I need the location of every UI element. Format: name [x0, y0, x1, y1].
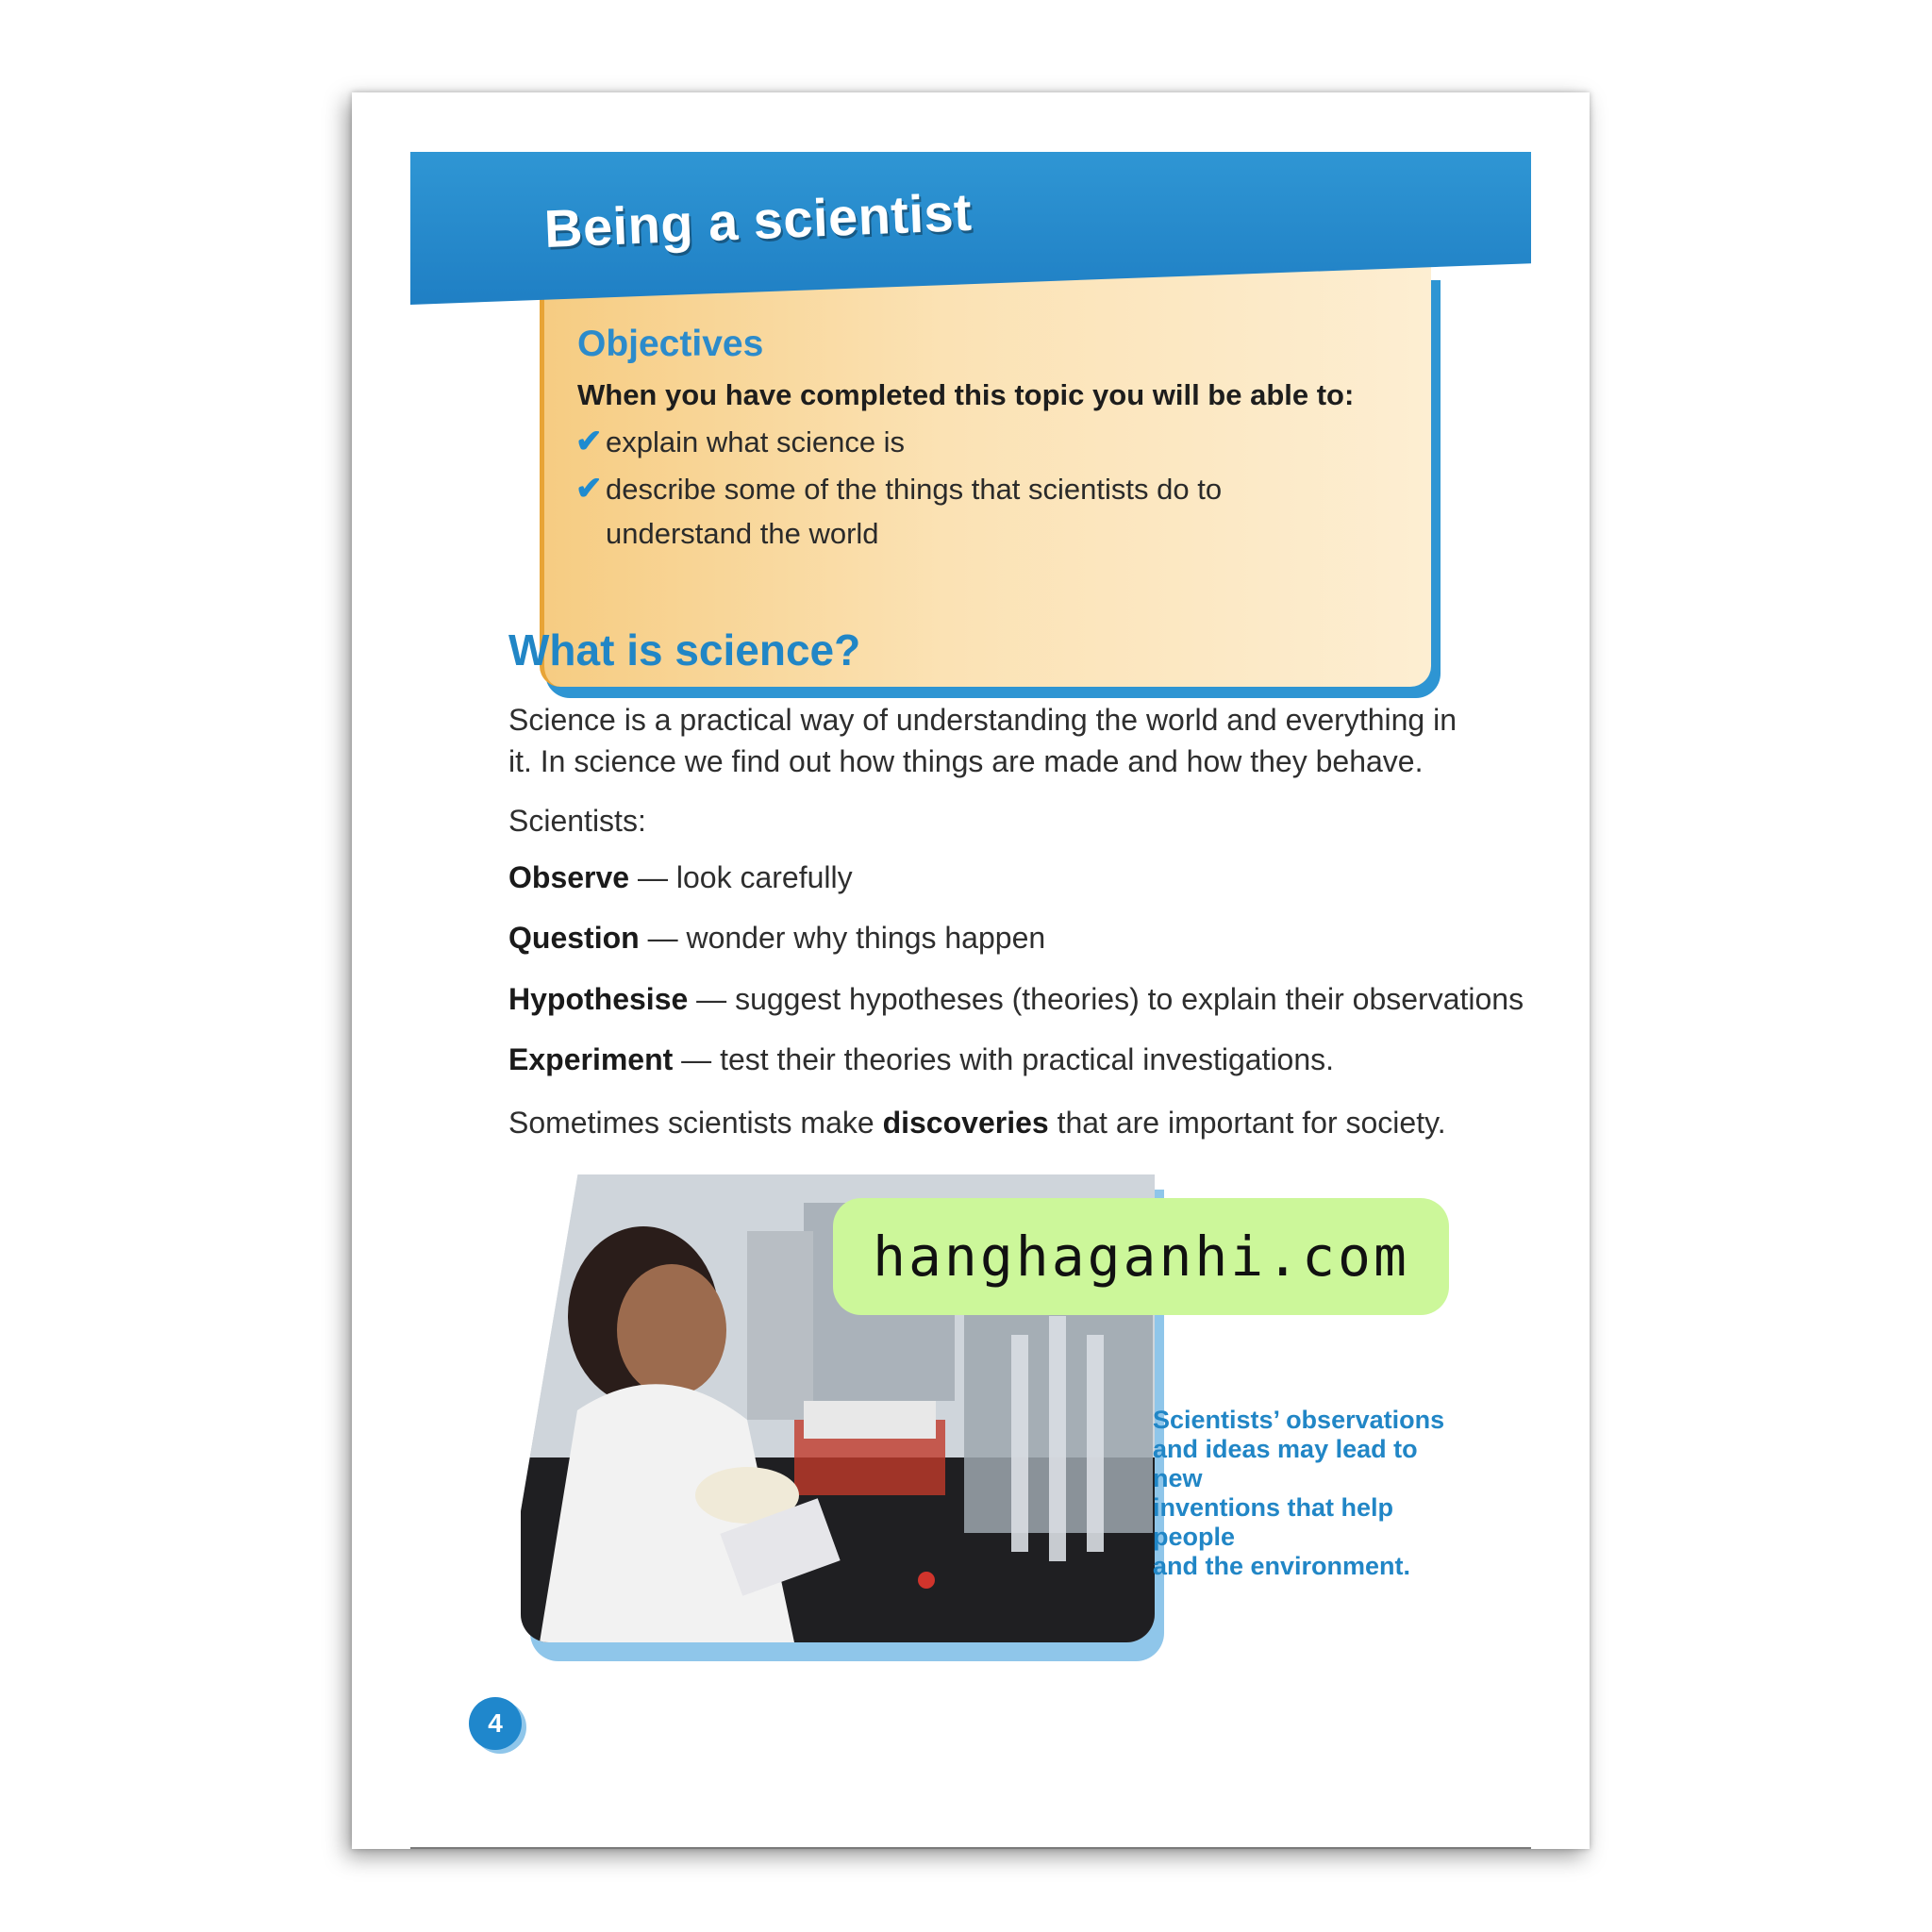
term-observe — [508, 860, 853, 895]
term-name: Hypothesise — [508, 982, 689, 1016]
page-number: 4 — [469, 1697, 522, 1750]
caption-line: Scientists’ observations — [1153, 1406, 1445, 1434]
photo-caption — [1153, 1406, 1464, 1581]
term-experiment — [508, 1042, 1334, 1077]
term-name: Observe — [508, 860, 630, 894]
check-icon: ✔ — [575, 471, 603, 507]
objective-item-text: explain what science is — [606, 425, 906, 458]
term-definition: — wonder why things happen — [639, 921, 1046, 955]
check-icon: ✔ — [575, 424, 603, 459]
closing-sentence: Sometimes scientists make discoveries that are important for society. — [508, 1106, 1446, 1140]
objectives-intro: When you have completed this topic you will be able to: — [577, 378, 1355, 411]
scientists-label: Scientists: — [508, 804, 646, 838]
objective-item — [575, 420, 905, 464]
term-name: Question — [508, 921, 640, 955]
term-definition: — test their theories with practical investigations. — [673, 1042, 1335, 1076]
objectives-heading: Objectives — [577, 324, 764, 364]
objective-item — [575, 467, 1330, 556]
page-title: Being a scientist — [542, 181, 974, 258]
caption-line: inventions that help people — [1153, 1493, 1394, 1551]
term-question — [508, 921, 1045, 956]
term-definition: — suggest hypotheses (theories) to explain their observations — [688, 982, 1524, 1016]
caption-line: and the environment. — [1153, 1552, 1411, 1580]
page-bottom-rule — [410, 1847, 1531, 1849]
discoveries-term: discoveries — [882, 1106, 1049, 1140]
term-hypothesise — [508, 982, 1524, 1017]
watermark-banner: hanghaganhi.com — [833, 1198, 1449, 1315]
term-name: Experiment — [508, 1042, 674, 1076]
section-title: What is science? — [508, 625, 861, 675]
section-intro: Science is a practical way of understanding the world and everything in it. In science we find out how things are made and how they behave. — [508, 703, 1457, 778]
objective-item-text: describe some of the things that scientists do to understand the world — [606, 473, 1223, 550]
term-definition: — look carefully — [629, 860, 853, 894]
caption-line: and ideas may lead to new — [1153, 1435, 1418, 1492]
